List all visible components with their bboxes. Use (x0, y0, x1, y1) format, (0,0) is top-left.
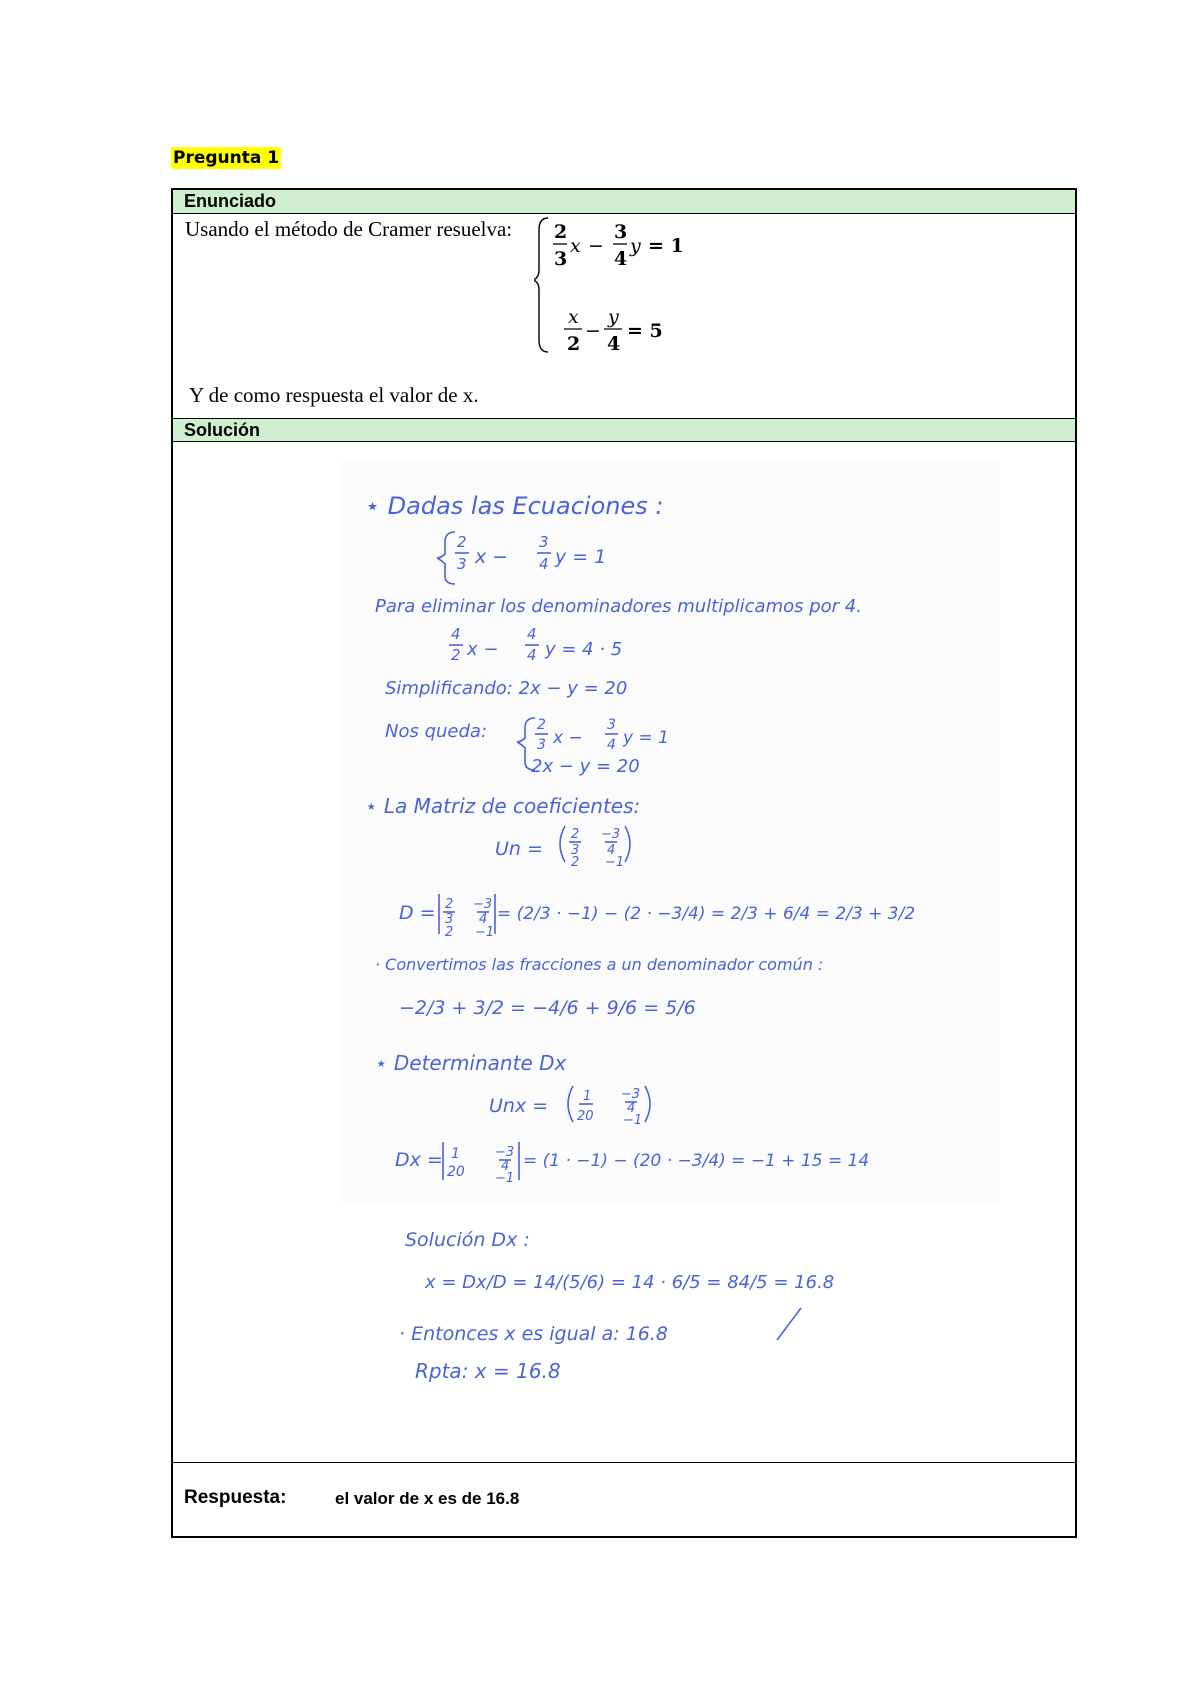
svg-text:4: 4 (607, 843, 616, 858)
svg-text:4: 4 (527, 625, 537, 643)
statement-header: Enunciado (173, 190, 1075, 214)
svg-text:2: 2 (445, 897, 454, 912)
svg-text:4: 4 (627, 1101, 636, 1116)
eq1-coef-x-num: 2 (554, 221, 568, 243)
hw-line-x-value: x = Dx/D = 14/(5/6) = 14 · 6/5 = 84/5 = 16.8 (425, 1272, 835, 1293)
svg-text:−3: −3 (601, 827, 621, 842)
eq2-operator: − (585, 320, 601, 342)
eq2-rhs: = 5 (627, 320, 663, 342)
svg-text:−1: −1 (475, 925, 495, 940)
svg-text:−1: −1 (623, 1113, 643, 1128)
hw-line-multiply: Para eliminar los denominadores multiplicamos por 4. (375, 596, 862, 617)
svg-text:y = 1: y = 1 (623, 728, 669, 748)
eq1-var-y: y (630, 235, 641, 257)
svg-text:x −: x − (467, 639, 499, 660)
svg-text:−1: −1 (495, 1171, 515, 1186)
svg-text:20: 20 (577, 1109, 594, 1124)
svg-text:4: 4 (539, 555, 549, 573)
svg-text:3: 3 (607, 717, 616, 733)
svg-text:4: 4 (501, 1159, 510, 1174)
solution-header: Solución (173, 418, 1075, 442)
question-table (171, 188, 1077, 1538)
svg-text:3: 3 (457, 555, 467, 573)
hw-line-fraction-sum: −2/3 + 3/2 = −4/6 + 9/6 = 5/6 (399, 997, 696, 1019)
svg-text:−1: −1 (605, 855, 625, 870)
hw-line-remains-eq2: 2x − y = 20 (531, 756, 640, 777)
svg-text:2: 2 (451, 646, 461, 664)
svg-text:4: 4 (607, 737, 616, 753)
hw-line-answer: Rpta: x = 16.8 (415, 1359, 561, 1383)
svg-text:2: 2 (457, 533, 467, 551)
svg-text:2: 2 (571, 827, 580, 842)
statement-intro: Usando el método de Cramer resuelva: (185, 217, 513, 241)
eq2-den-y: 4 (607, 333, 621, 355)
svg-text:−3: −3 (473, 897, 493, 912)
eq1-rhs: = 1 (648, 235, 684, 257)
svg-text:3: 3 (571, 843, 580, 858)
svg-text:1: 1 (583, 1089, 592, 1104)
eq1-coef-y-den: 4 (614, 248, 628, 270)
hw-line-matrix-unx: Unx = (489, 1095, 549, 1117)
svg-text:y = 4 · 5: y = 4 · 5 (545, 639, 623, 660)
svg-text:4: 4 (479, 912, 488, 927)
statement-follow-up: Y de como respuesta el valor de x. (189, 383, 479, 407)
svg-text:−3: −3 (495, 1145, 515, 1160)
svg-text:2: 2 (571, 855, 580, 870)
eq1-operator: − (588, 235, 604, 257)
answer-value: el valor de x es de 16.8 (335, 1489, 520, 1508)
svg-text:x −: x − (475, 546, 509, 568)
hw-line-det-d-expansion: = (2/3 · −1) − (2 · −3/4) = 2/3 + 6/4 = 2/3 + 3/2 (497, 904, 916, 924)
eq2-num-y: y (608, 306, 619, 328)
svg-text:2: 2 (445, 925, 454, 940)
svg-text:y = 1: y = 1 (555, 546, 607, 568)
hw-line-matrix-un: Un = (495, 838, 543, 860)
hw-line-matrix: ⋆ La Matriz de coeficientes: (365, 794, 641, 818)
svg-text:3: 3 (537, 737, 546, 753)
hw-line-conclusion: · Entonces x es igual a: 16.8 (399, 1323, 668, 1345)
svg-text:20: 20 (447, 1164, 465, 1180)
hw-line-given: ⋆ Dadas las Ecuaciones : (365, 492, 664, 520)
eq2-num-x: x (568, 306, 579, 328)
equation-system (534, 212, 754, 372)
hw-line-determinant-dx: ⋆ Determinante Dx (375, 1051, 567, 1075)
svg-text:4: 4 (527, 646, 537, 664)
answer-label: Respuesta: (184, 1487, 287, 1508)
svg-text:x −: x − (553, 728, 583, 748)
answer-row (173, 1462, 1075, 1537)
question-label: Pregunta 1 (173, 148, 280, 168)
eq2-den-x: 2 (567, 333, 581, 355)
hw-line-remains: Nos queda: (385, 721, 488, 742)
eq1-var-x: x (570, 235, 581, 257)
hw-line-det-dx-expansion: = (1 · −1) − (20 · −3/4) = −1 + 15 = 14 (523, 1151, 870, 1171)
svg-text:4: 4 (451, 625, 461, 643)
svg-text:3: 3 (539, 533, 549, 551)
hw-line-simplify: Simplificando: 2x − y = 20 (385, 678, 628, 699)
hw-line-solution-dx: Solución Dx : (405, 1229, 530, 1251)
hw-line-det-d: D = (399, 902, 436, 924)
svg-text:2: 2 (537, 717, 546, 733)
handwritten-solution-image (339, 462, 999, 1414)
hw-line-det-dx: Dx = (395, 1149, 443, 1171)
eq1-coef-y-num: 3 (614, 221, 628, 243)
solution-area (173, 444, 1075, 1462)
svg-text:1: 1 (451, 1146, 460, 1162)
hw-line-common-denominator: · Convertimos las fracciones a un denominador común : (375, 955, 824, 974)
svg-text:3: 3 (445, 912, 454, 927)
svg-text:−3: −3 (621, 1087, 641, 1102)
eq1-coef-x-den: 3 (554, 248, 568, 270)
